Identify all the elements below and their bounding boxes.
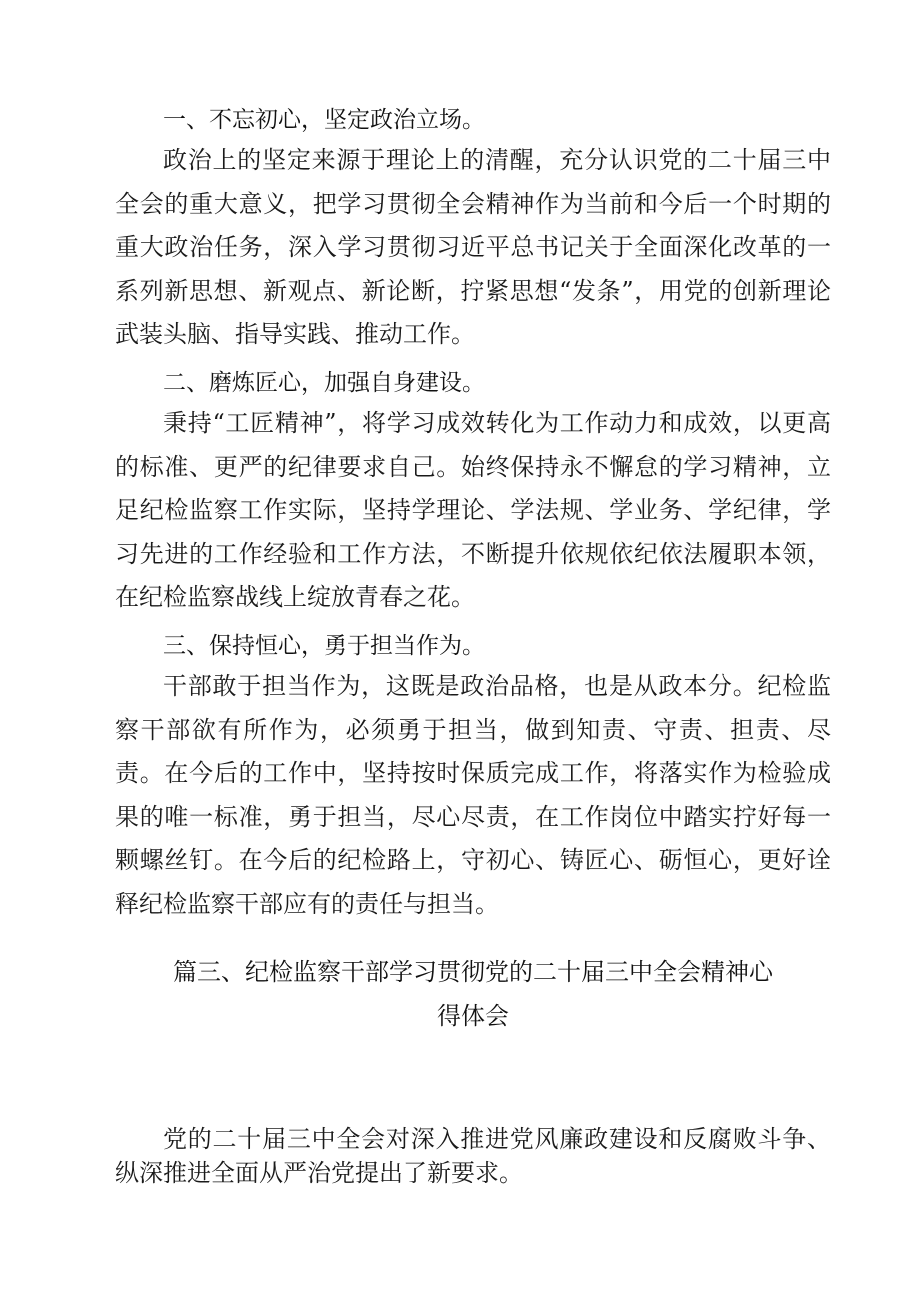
article-title-line-1: 篇三、纪检监察干部学习贯彻党的二十届三中全会精神心 [173,958,773,986]
section-heading-3: 三、保持恒心，勇于担当作为。 [163,633,485,659]
section-body-3: 干部敢于担当作为，这既是政治品格，也是从政本分。纪检监察干部欲有所作为，必须勇于担当，做到知责、守责、担责、尽责。在今后的工作中，坚持按时保质完成工作，将落实作为检验成果的唯一标准，勇于担当，尽心尽责，在工作岗位中踏实拧好每一颗螺丝钉。在今后的纪检路上，守初心、铸匠心、砺恒心，更好诠释纪检监察干部应有的责任与担当。 [115,672,831,918]
section-heading-1: 一、不忘初心，坚定政治立场。 [163,107,485,133]
article-intro: 党的二十届三中全会对深入推进党风廉政建设和反腐败斗争、纵深推进全面从严治党提出了新要求。 [115,1125,831,1187]
section-body-2: 秉持“工匠精神”，将学习成效转化为工作动力和成效，以更高的标准、更严的纪律要求自己。始终保持永不懈怠的学习精神，立足纪检监察工作实际，坚持学理论、学法规、学业务、学纪律，学习先进的工作经验和工作方法，不断提升依规依纪依法履职本领，在纪检监察战线上绽放青春之花。 [115,409,831,612]
section-body-1: 政治上的坚定来源于理论上的清醒，充分认识党的二十届三中全会的重大意义，把学习贯彻全会精神作为当前和今后一个时期的重大政治任务，深入学习贯彻习近平总书记关于全面深化改革的一系列新思想、新观点、新论断，拧紧思想“发条”，用党的创新理论武装头脑、指导实践、推动工作。 [115,146,831,349]
article-title [115,950,831,1038]
article-title-line-2: 得体会 [437,1002,509,1030]
section-heading-2: 二、磨炼匠心，加强自身建设。 [163,370,485,396]
